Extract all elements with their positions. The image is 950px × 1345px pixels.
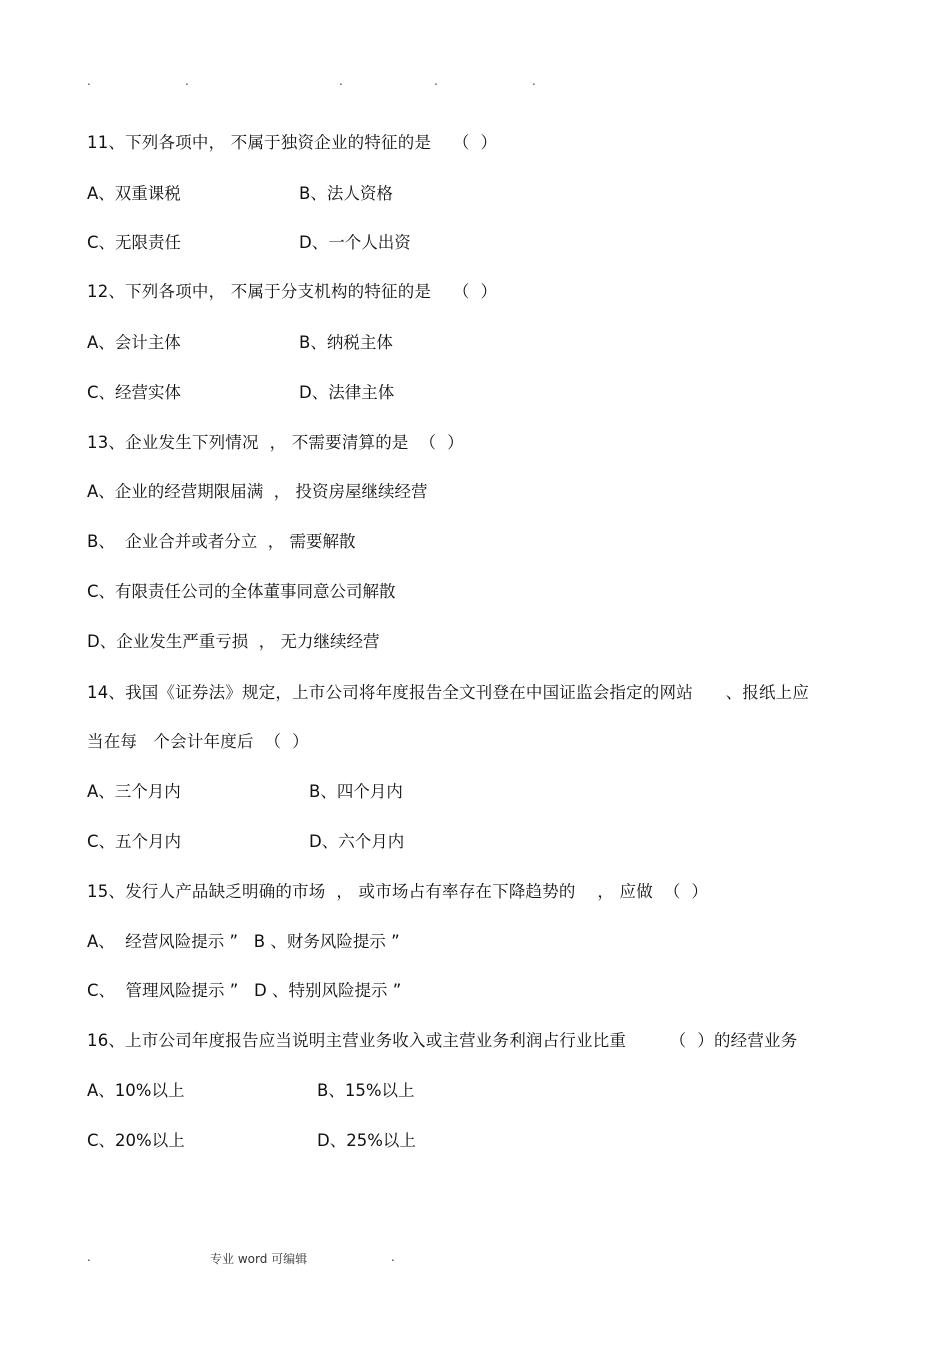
question-13-option-a: A、企业的经营期限届满 ， 投资房屋继续经营: [87, 482, 428, 501]
question-13-option-d: D、企业发生严重亏损 ， 无力继续经营: [87, 632, 380, 651]
question-16-option-a: A、10%以上: [87, 1081, 185, 1100]
question-13-option-c: C、有限责任公司的全体董事同意公司解散: [87, 582, 396, 601]
question-11-option-c: C、无限责任: [87, 233, 182, 252]
question-14-stem-line2: 当在每 个会计年度后 （ ）: [87, 732, 309, 751]
question-16-option-c: C、20%以上: [87, 1131, 185, 1150]
question-12-option-c: C、经营实体: [87, 383, 182, 402]
footer-dot-right: .: [391, 1250, 395, 1264]
question-12-option-d: D、法律主体: [299, 383, 395, 402]
question-16-stem: 16、上市公司年度报告应当说明主营业务收入或主营业务利润占行业比重 （ ）的经营业务: [87, 1031, 798, 1050]
question-16-option-b: B、15%以上: [317, 1081, 415, 1100]
question-13-option-b: B、 企业合并或者分立 ， 需要解散: [87, 532, 356, 551]
question-15-options-cd: C、 管理风险提示 ” D 、特别风险提示 ”: [87, 981, 402, 1000]
question-11-option-a: A、双重课税: [87, 184, 181, 203]
question-16-option-d: D、25%以上: [317, 1131, 416, 1150]
question-14-option-b: B、四个月内: [309, 782, 403, 801]
question-12-option-b: B、纳税主体: [299, 333, 393, 352]
footer-dot-left: .: [87, 1250, 91, 1264]
question-11-option-d: D、一个人出资: [299, 233, 411, 252]
header-dot: .: [339, 74, 343, 88]
question-15-options-ab: A、 经营风险提示 ” B 、财务风险提示 ”: [87, 932, 400, 951]
question-12-stem: 12、下列各项中， 不属于分支机构的特征的是 （ ）: [87, 282, 498, 301]
question-14-option-c: C、五个月内: [87, 832, 182, 851]
header-dot: .: [185, 74, 189, 88]
header-dot: .: [532, 74, 536, 88]
question-14-option-d: D、六个月内: [309, 832, 405, 851]
question-11-option-b: B、法人资格: [299, 184, 393, 203]
question-11-stem: 11、下列各项中， 不属于独资企业的特征的是 （ ）: [87, 133, 498, 152]
question-15-stem: 15、发行人产品缺乏明确的市场 ， 或市场占有率存在下降趋势的 ， 应做 （ ）: [87, 882, 709, 901]
header-dot: .: [434, 74, 438, 88]
header-dot: .: [87, 74, 91, 88]
question-12-option-a: A、会计主体: [87, 333, 181, 352]
question-14-stem-line1: 14、我国《证券法》规定，上市公司将年度报告全文刊登在中国证监会指定的网站 、报纸上应: [87, 683, 810, 702]
footer-text: 专业 word 可编辑: [210, 1252, 308, 1266]
question-13-stem: 13、企业发生下列情况 ， 不需要清算的是 （ ）: [87, 433, 464, 452]
question-14-option-a: A、三个月内: [87, 782, 181, 801]
